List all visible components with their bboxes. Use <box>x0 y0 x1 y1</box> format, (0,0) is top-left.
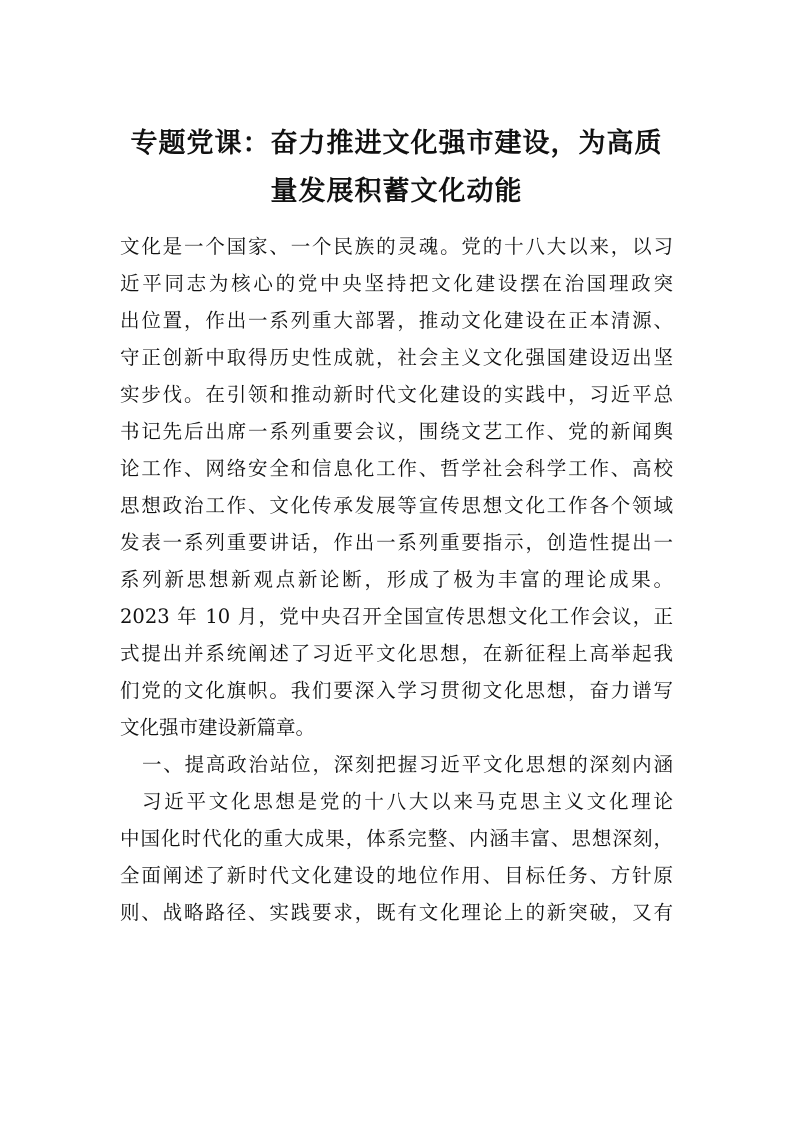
body-line-12: 式提出并系统阐述了习近平文化思想，在新征程上高举起我 <box>120 642 673 665</box>
body-line-9: 发表一系列重要讲话，作出一系列重要指示，创造性提出一 <box>120 531 673 554</box>
body-line-13: 们党的文化旗帜。我们要深入学习贯彻文化思想，奋力谱写 <box>120 679 673 702</box>
body-line-8: 思想政治工作、文化传承发展等宣传思想文化工作各个领域 <box>120 494 673 517</box>
body-line-1: 文化是一个国家、一个民族的灵魂。党的十八大以来，以习 <box>120 235 673 258</box>
body-line-2: 近平同志为核心的党中央坚持把文化建设摆在治国理政突 <box>120 272 673 295</box>
document-title-line-2: 量发展积蓄文化动能 <box>270 176 523 207</box>
body-line-19: 则、战略路径、实践要求，既有文化理论上的新突破，又有 <box>120 901 673 924</box>
body-line-14: 文化强市建设新篇章。 <box>120 716 316 739</box>
body-line-11: 2023 年 10 月，党中央召开全国宣传思想文化工作会议，正 <box>120 605 673 628</box>
body-line-17: 中国化时代化的重大成果，体系完整、内涵丰富、思想深刻， <box>120 827 673 850</box>
body-line-10: 系列新思想新观点新论断，形成了极为丰富的理论成果。 <box>120 568 673 591</box>
body-line-18: 全面阐述了新时代文化建设的地位作用、目标任务、方针原 <box>120 864 673 887</box>
body-line-7: 论工作、网络安全和信息化工作、哲学社会科学工作、高校 <box>120 457 673 480</box>
body-line-6: 书记先后出席一系列重要会议，围绕文艺工作、党的新闻舆 <box>120 420 673 443</box>
body-line-16: 习近平文化思想是党的十八大以来马克思主义文化理论 <box>142 790 673 813</box>
section-heading-1: 一、提高政治站位，深刻把握习近平文化思想的深刻内涵 <box>142 753 673 776</box>
body-line-3: 出位置，作出一系列重大部署，推动文化建设在正本清源、 <box>120 309 673 332</box>
body-line-5: 实步伐。在引领和推动新时代文化建设的实践中，习近平总 <box>120 383 673 406</box>
body-line-4: 守正创新中取得历史性成就，社会主义文化强国建设迈出坚 <box>120 346 673 369</box>
document-title-line-1: 专题党课：奋力推进文化强市建设，为高质 <box>130 128 663 159</box>
